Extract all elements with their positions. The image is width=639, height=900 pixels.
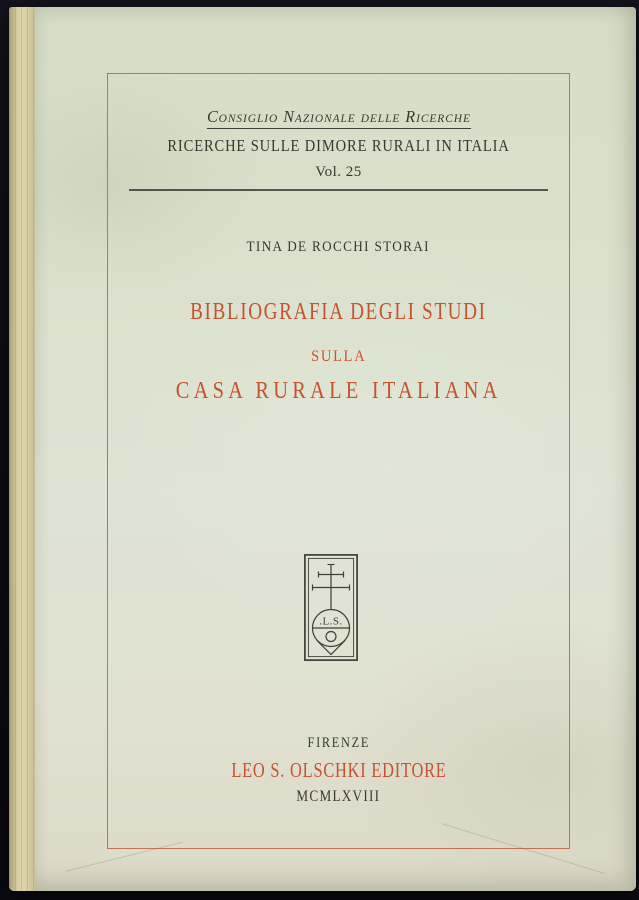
title-line-1: [108, 299, 569, 326]
cover-surface: [35, 7, 636, 891]
logo-initials: .L.S.: [318, 615, 343, 628]
series-subtitle: [108, 136, 569, 156]
title-line-1-text: BIBLIOGRAFIA DEGLI STUDI: [190, 299, 487, 325]
divider-rule: [129, 189, 548, 191]
title-line-3: [108, 378, 569, 405]
series-title: [108, 107, 569, 129]
publisher-name-text: LEO S. OLSCHKI EDITORE: [230, 758, 447, 782]
title-line-2: [108, 348, 569, 366]
publisher-name: [108, 758, 569, 783]
volume-label: [108, 164, 569, 181]
publisher-device: [108, 554, 569, 661]
olschki-printer-mark-icon: [304, 554, 358, 661]
city-label-text: FIRENZE: [307, 735, 370, 751]
series-title-text: Consiglio Nazionale delle Ricerche: [207, 107, 471, 129]
author-name-text: TINA DE ROCCHI STORAI: [246, 239, 431, 255]
page-edges: [9, 7, 35, 891]
year-label-text: MCMLXVIII: [296, 788, 381, 805]
volume-label-text: Vol. 25: [315, 164, 362, 180]
title-line-2-text: SULLA: [310, 348, 367, 365]
author-name: [108, 239, 569, 256]
city-label: [108, 735, 569, 752]
book-cover: [9, 7, 636, 891]
cover-frame: [107, 73, 570, 849]
year-label: [108, 788, 569, 806]
title-line-3-text: CASA RURALE ITALIANA: [175, 378, 502, 404]
series-subtitle-text: RICERCHE SULLE DIMORE RURALI IN ITALIA: [167, 136, 510, 155]
